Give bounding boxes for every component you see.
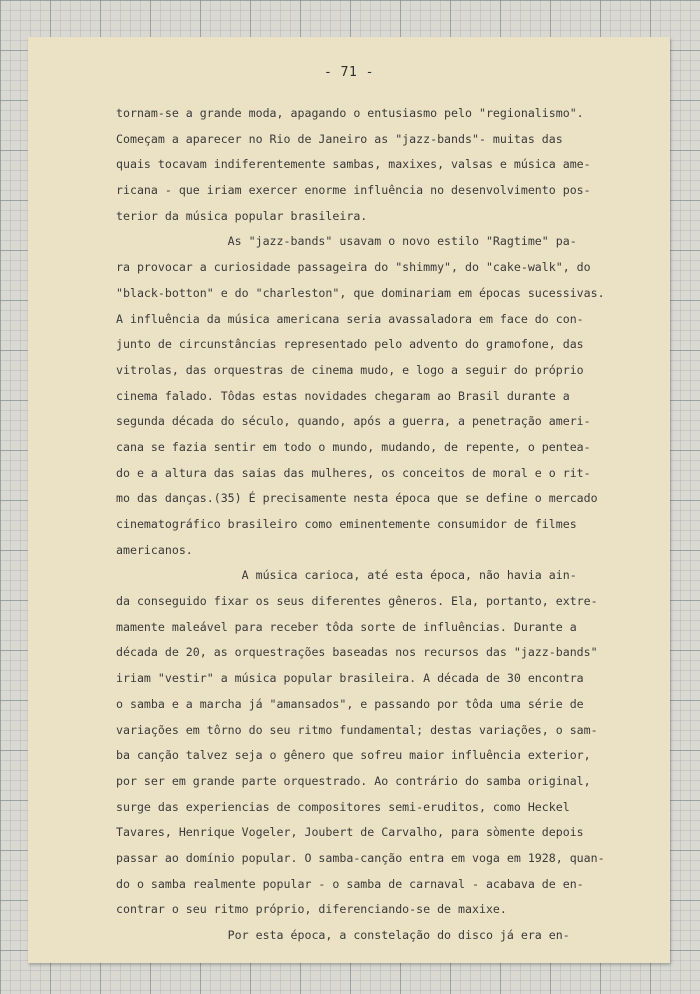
text-line: passar ao domínio popular. O samba-canção entra em voga em 1928, quan- <box>116 850 605 865</box>
text-line: Tavares, Henrique Vogeler, Joubert de Carvalho, para sòmente depois <box>116 825 584 840</box>
text-line: ba canção talvez seja o gênero que sofreu maior influência exterior, <box>116 748 591 763</box>
text-line: surge das experiencias de compositores semi-eruditos, como Heckel <box>116 799 570 814</box>
text-line: Por esta época, a constelação do disco já era en- <box>116 928 570 942</box>
text-line: por ser em grande parte orquestrado. Ao contrário do samba original, <box>116 773 591 788</box>
text-line: Começam a aparecer no Rio de Janeiro as "jazz-bands"- muitas das <box>116 131 563 146</box>
text-line: "black-botton" e do "charleston", que dominariam em épocas sucessivas. <box>116 285 605 300</box>
text-line: iriam "vestir" a música popular brasileira. A década de 30 encontra <box>116 671 584 686</box>
text-line: A influência da música americana seria avassaladora em face do con- <box>116 311 584 326</box>
text-line: contrar o seu ritmo próprio, diferenciando-se de maxixe. <box>116 902 507 917</box>
text-line: mamente maleável para receber tôda sorte de influências. Durante a <box>116 619 577 634</box>
text-line: da conseguido fixar os seus diferentes gêneros. Ela, portanto, extre- <box>116 594 598 609</box>
text-line: cana se fazia sentir em todo o mundo, mudando, de repente, o pentea- <box>116 439 591 454</box>
page-number: - 71 - <box>324 65 374 80</box>
text-line: segunda década do século, quando, após a guerra, a penetração ameri- <box>116 414 591 429</box>
text-line: cinema falado. Tôdas estas novidades chegaram ao Brasil durante a <box>116 388 570 403</box>
text-line: americanos. <box>116 542 193 557</box>
text-line: quais tocavam indiferentemente sambas, maxixes, valsas e música ame- <box>116 157 591 172</box>
text-line: cinematográfico brasileiro como eminentemente consumidor de filmes <box>116 517 577 531</box>
text-line: junto de circunstâncias representado pelo advento do gramofone, das <box>116 337 584 352</box>
text-line: variações em tôrno do seu ritmo fundamental; destas variações, o sam- <box>116 722 598 737</box>
text-line: ra provocar a curiosidade passageira do "shimmy", do "cake-walk", do <box>116 260 591 275</box>
text-line: do e a altura das saias das mulheres, os conceitos de moral e o rit- <box>116 465 591 480</box>
body-text <box>116 101 656 949</box>
typewritten-page <box>28 37 670 963</box>
text-line: A música carioca, até esta época, não havia ain- <box>116 568 577 583</box>
text-line: mo das danças.(35) É precisamente nesta época que se define o mercado <box>116 491 598 506</box>
text-line: ricana - que iriam exercer enorme influência no desenvolvimento pos- <box>116 183 591 198</box>
text-line: As "jazz-bands" usavam o novo estilo "Ragtime" pa- <box>116 234 577 249</box>
text-line: terior da música popular brasileira. <box>116 208 368 223</box>
text-line: tornam-se a grande moda, apagando o entusiasmo pelo "regionalismo". <box>116 106 584 120</box>
text-line: do o samba realmente popular - o samba de carnaval - acabava de en- <box>116 876 584 891</box>
text-line: o samba e a marcha já "amansados", e passando por tôda uma série de <box>116 696 584 711</box>
text-line: vitrolas, das orquestras de cinema mudo, e logo a seguir do próprio <box>116 362 584 377</box>
text-line: década de 20, as orquestrações baseadas nos recursos das "jazz-bands" <box>116 645 598 660</box>
